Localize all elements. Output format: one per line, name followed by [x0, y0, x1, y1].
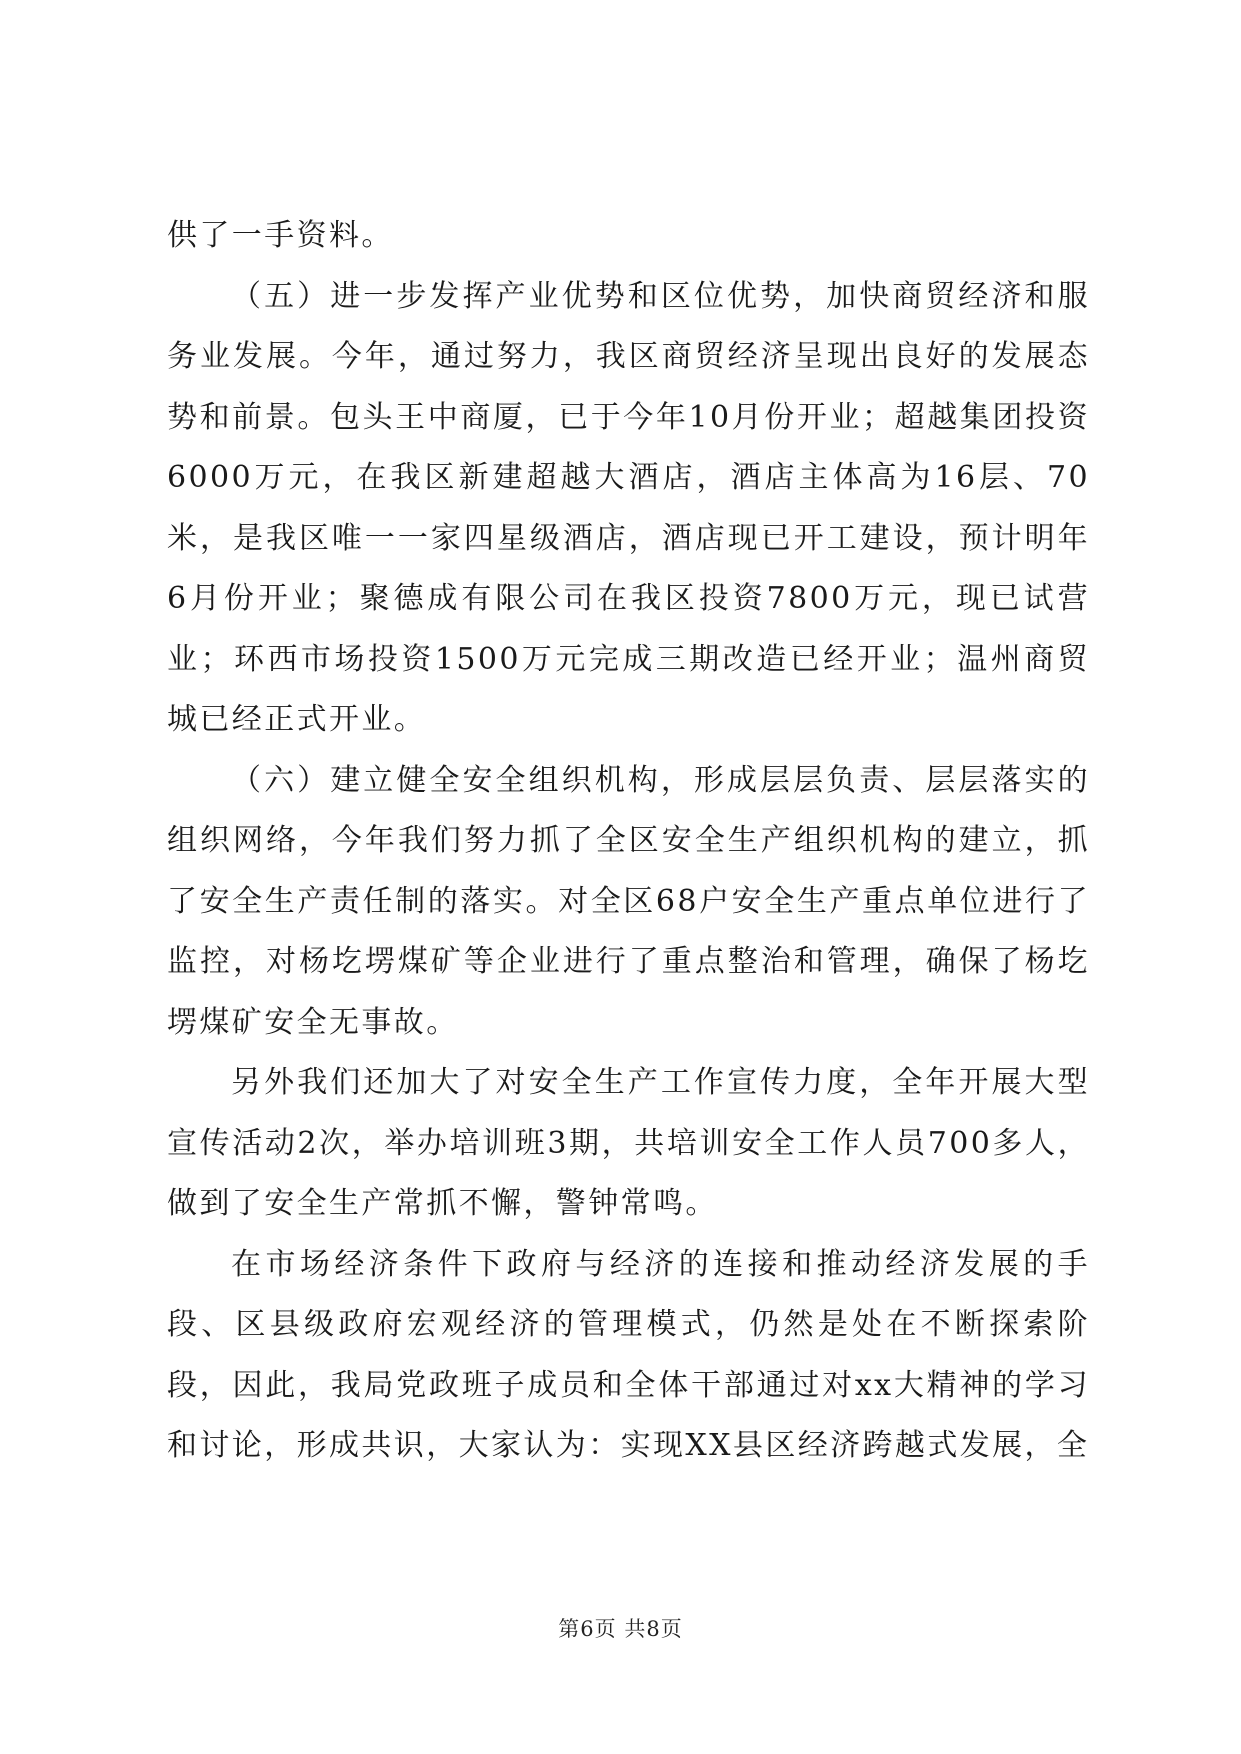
paragraph-market-economy: 在市场经济条件下政府与经济的连接和推动经济发展的手段、区县级政府宏观经济的管理模式，仍然是处在不断探索阶段，因此，我局党政班子成员和全体干部通过对xx大精神的学习和讨论，形成共识，大家认为：实现XX县区经济跨越式发展，全	[167, 1246, 1090, 1463]
paragraph-section-six: （六）建立健全安全组织机构，形成层层负责、层层落实的组织网络，今年我们努力抓了全区安全生产组织机构的建立，抓了安全生产责任制的落实。对全区68户安全生产重点单位进行了监控，对杨圪塄煤矿等企业进行了重点整治和管理，确保了杨圪塄煤矿安全无事故。	[167, 762, 1090, 1040]
paragraph-continuation: 供了一手资料。	[167, 218, 394, 253]
paragraph-safety-publicity: 另外我们还加大了对安全生产工作宣传力度，全年开展大型宣传活动2次，举办培训班3期，共培训安全工作人员700多人，做到了安全生产常抓不懈，警钟常鸣。	[167, 1065, 1090, 1221]
document-body	[167, 206, 1090, 1477]
paragraph-section-five: （五）进一步发挥产业优势和区位优势，加快商贸经济和服务业发展。今年，通过努力，我区商贸经济呈现出良好的发展态势和前景。包头王中商厦，已于今年10月份开业；超越集团投资6000万元，在我区新建超越大酒店，酒店主体高为16层、70米，是我区唯一一家四星级酒店，酒店现已开工建设，预计明年6月份开业；聚德成有限公司在我区投资7800万元，现已试营业；环西市场投资1500万元完成三期改造已经开业；温州商贸城已经正式开业。	[167, 278, 1090, 737]
page-number-footer: 第6页 共8页	[558, 1617, 683, 1641]
